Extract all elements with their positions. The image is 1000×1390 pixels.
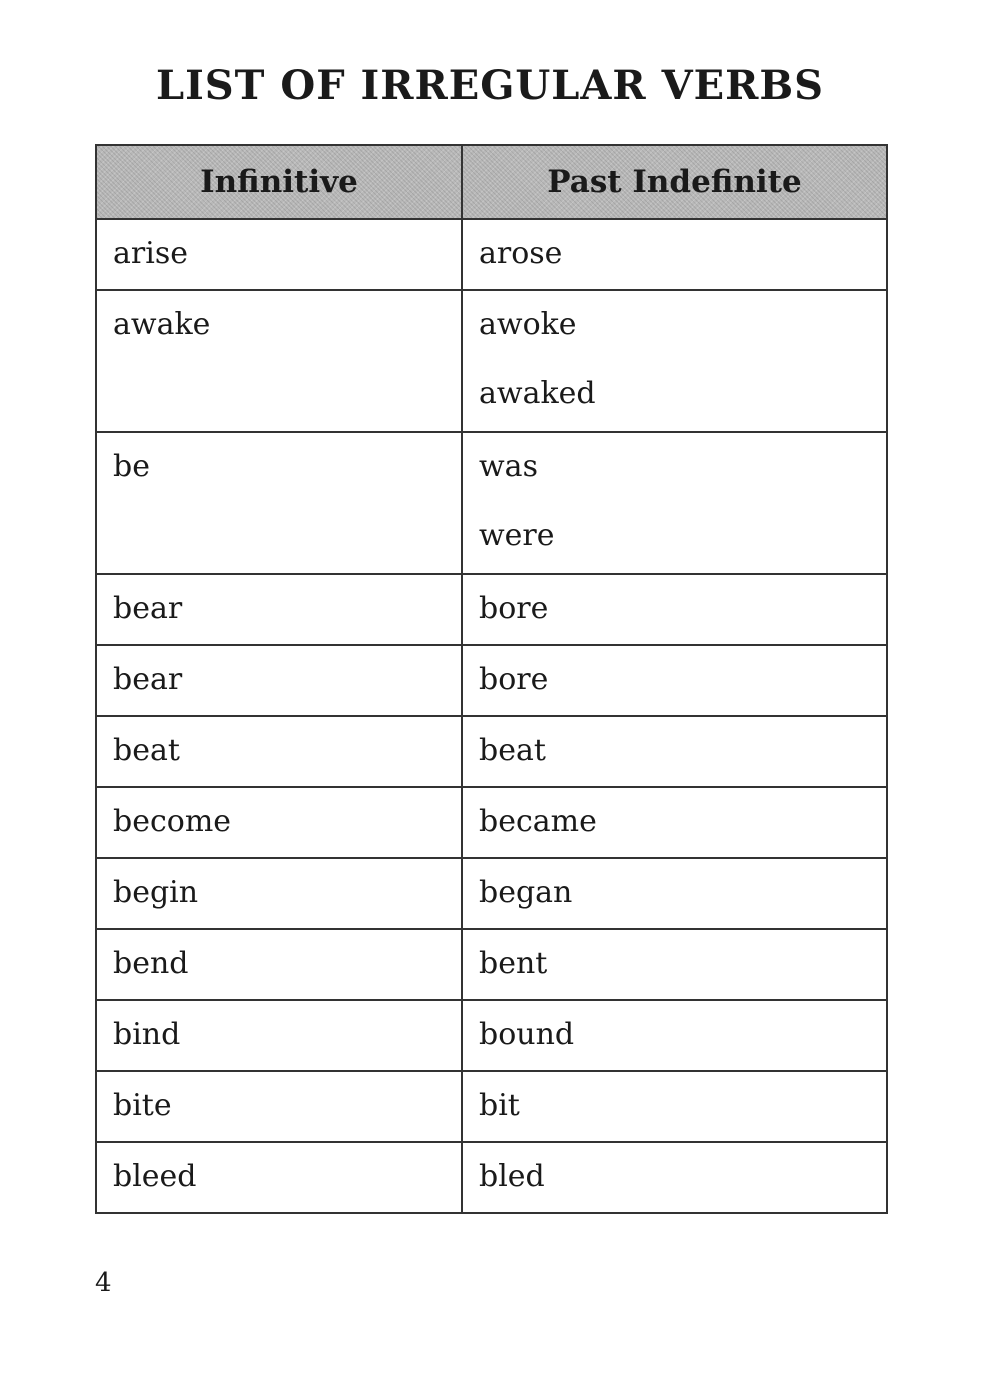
past-indefinite-cell xyxy=(462,574,887,645)
infinitive-text: be xyxy=(113,449,150,484)
past-indefinite-text: bled xyxy=(479,1159,545,1194)
past-indefinite-cell xyxy=(462,1000,887,1071)
past-indefinite-text: bound xyxy=(479,1017,575,1052)
past-indefinite-cell xyxy=(462,1142,887,1213)
past-indefinite-text: began xyxy=(479,875,573,910)
infinitive-text: bear xyxy=(113,591,183,626)
page-title: LIST OF IRREGULAR VERBS xyxy=(155,62,825,109)
past-indefinite-cell xyxy=(462,1071,887,1142)
infinitive-cell xyxy=(96,1071,462,1142)
infinitive-text: bear xyxy=(113,662,183,697)
past-indefinite-cell xyxy=(462,858,887,929)
table-row xyxy=(96,645,887,716)
infinitive-text: beat xyxy=(113,733,180,768)
infinitive-cell xyxy=(96,290,462,432)
table-row xyxy=(96,1071,887,1142)
past-indefinite-text: bent xyxy=(479,946,548,981)
infinitive-cell xyxy=(96,645,462,716)
table-row xyxy=(96,432,887,574)
past-indefinite-cell xyxy=(462,645,887,716)
past-indefinite-text: awoke xyxy=(479,307,577,342)
past-indefinite-cell xyxy=(462,290,887,432)
infinitive-cell xyxy=(96,574,462,645)
table-row xyxy=(96,1142,887,1213)
past-indefinite-cell xyxy=(462,219,887,290)
page-number: 4 xyxy=(95,1268,112,1298)
infinitive-cell xyxy=(96,787,462,858)
infinitive-text: bite xyxy=(113,1088,172,1123)
table-row xyxy=(96,219,887,290)
table-row xyxy=(96,1000,887,1071)
past-indefinite-text: bit xyxy=(479,1088,520,1123)
table-row xyxy=(96,290,887,432)
infinitive-cell xyxy=(96,1142,462,1213)
infinitive-cell xyxy=(96,858,462,929)
infinitive-text: awake xyxy=(113,307,211,342)
infinitive-cell xyxy=(96,929,462,1000)
infinitive-text: bleed xyxy=(113,1159,197,1194)
infinitive-text: arise xyxy=(113,236,188,271)
past-indefinite-text: became xyxy=(479,804,597,839)
table-row xyxy=(96,787,887,858)
infinitive-cell xyxy=(96,219,462,290)
infinitive-cell xyxy=(96,432,462,574)
past-indefinite-cell xyxy=(462,432,887,574)
table-row xyxy=(96,716,887,787)
past-indefinite-text: beat xyxy=(479,733,546,768)
table-body xyxy=(96,219,887,1213)
infinitive-text: bind xyxy=(113,1017,181,1052)
past-indefinite-text: bore xyxy=(479,591,549,626)
infinitive-text: become xyxy=(113,804,232,839)
infinitive-text: bend xyxy=(113,946,189,981)
infinitive-cell xyxy=(96,1000,462,1071)
irregular-verbs-table xyxy=(95,144,888,1214)
table-header-row xyxy=(96,145,887,219)
past-indefinite-text: were xyxy=(479,518,555,553)
past-indefinite-cell xyxy=(462,716,887,787)
table-row xyxy=(96,574,887,645)
past-indefinite-text: was xyxy=(479,449,538,484)
past-indefinite-cell xyxy=(462,787,887,858)
past-indefinite-cell xyxy=(462,929,887,1000)
column-header-infinitive: Infinitive xyxy=(96,145,462,219)
past-indefinite-text: awaked xyxy=(479,376,596,411)
past-indefinite-text: arose xyxy=(479,236,563,271)
past-indefinite-text: bore xyxy=(479,662,549,697)
infinitive-text: begin xyxy=(113,875,199,910)
column-header-past-indefinite: Past Indefinite xyxy=(462,145,887,219)
table-row xyxy=(96,929,887,1000)
table-row xyxy=(96,858,887,929)
infinitive-cell xyxy=(96,716,462,787)
